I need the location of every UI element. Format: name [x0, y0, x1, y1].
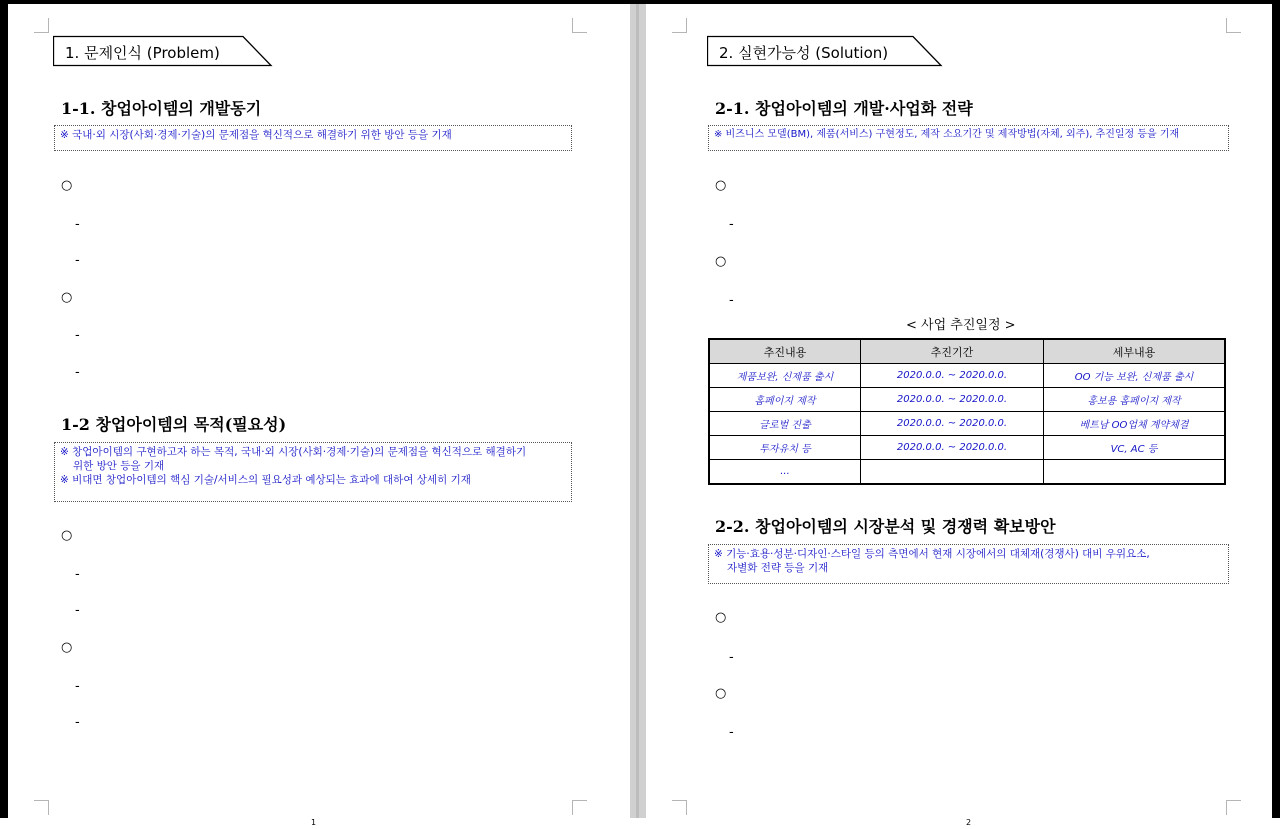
- crop-mark: [1226, 800, 1241, 815]
- table-cell[interactable]: 2020.0.0. ~ 2020.0.0.: [861, 436, 1044, 460]
- bullet-dash: -: [75, 679, 80, 694]
- bullet-circle: ○: [61, 290, 73, 305]
- table-row: [709, 436, 1225, 460]
- page-footer-bar: [0, 818, 1280, 829]
- table-cell[interactable]: ...: [709, 460, 861, 485]
- crop-mark: [672, 800, 687, 815]
- document-page-2[interactable]: [646, 4, 1272, 818]
- table-cell[interactable]: [1044, 460, 1226, 485]
- table-cell[interactable]: 2020.0.0. ~ 2020.0.0.: [861, 364, 1044, 388]
- table-cell[interactable]: 2020.0.0. ~ 2020.0.0.: [861, 412, 1044, 436]
- crop-mark: [572, 18, 587, 33]
- guide-note-2-1: [708, 125, 1229, 151]
- heading-1-2: 1-2 창업아이템의 목적(필요성): [61, 415, 287, 434]
- section-tab-label: 2. 실현가능성 (Solution): [719, 44, 889, 62]
- bullet-circle: ○: [61, 178, 73, 193]
- crop-mark: [34, 18, 49, 33]
- table-row: [709, 364, 1225, 388]
- note-line: 위한 방안 등을 기재: [73, 460, 165, 472]
- section-tab-problem: [53, 32, 273, 70]
- crop-mark: [34, 800, 49, 815]
- table-cell[interactable]: [861, 460, 1044, 485]
- note-line: 자별화 전략 등을 기재: [727, 562, 829, 574]
- bullet-dash: -: [729, 725, 734, 740]
- bullet-dash: -: [729, 293, 734, 308]
- guide-note-1-1: [54, 125, 572, 151]
- heading-1-1: 1-1. 창업아이템의 개발동기: [61, 99, 262, 118]
- note-line: ※ 창업아이템의 구현하고자 하는 목적, 국내·외 시장(사회·경제·기술)의 문제점을 혁신적으로 해결하기: [60, 446, 527, 458]
- table-cell[interactable]: 제품보완, 신제품 출시: [709, 364, 861, 388]
- section-tab-label: 1. 문제인식 (Problem): [65, 44, 220, 62]
- crop-mark: [672, 18, 687, 33]
- note-line: ※ 비즈니스 모델(BM), 제품(서비스) 구현정도, 제작 소요기간 및 제작방법(자체, 외주), 추진일정 등을 기재: [714, 129, 1180, 140]
- crop-mark: [572, 800, 587, 815]
- schedule-caption: < 사업 추진일정 >: [906, 318, 1016, 333]
- table-cell[interactable]: 2020.0.0. ~ 2020.0.0.: [861, 388, 1044, 412]
- table-row: [709, 460, 1225, 485]
- bullet-dash: -: [75, 217, 80, 232]
- bullet-dash: -: [75, 567, 80, 582]
- bullet-circle: ○: [61, 640, 73, 655]
- column-header: 추진내용: [709, 339, 861, 364]
- bullet-dash: -: [75, 603, 80, 618]
- section-tab-solution: [707, 32, 943, 70]
- heading-2-2: 2-2. 창업아이템의 시장분석 및 경쟁력 확보방안: [715, 517, 1056, 536]
- bullet-dash: -: [75, 253, 80, 268]
- bullet-dash: -: [729, 217, 734, 232]
- bullet-circle: ○: [715, 686, 727, 701]
- note-line: ※ 국내·외 시장(사회·경제·기술)의 문제점을 혁신적으로 해결하기 위한 방안 등을 기재: [60, 129, 452, 141]
- bullet-circle: ○: [715, 254, 727, 269]
- bullet-dash: -: [75, 365, 80, 380]
- table-cell[interactable]: OO 기능 보완, 신제품 출시: [1044, 364, 1226, 388]
- column-header: 추진기간: [861, 339, 1044, 364]
- bullet-circle: ○: [61, 528, 73, 543]
- note-line: ※ 기능·효용·성분·디자인·스타일 등의 측면에서 현재 시장에서의 대체재(경쟁사) 대비 우위요소,: [714, 548, 1150, 560]
- table-row: [709, 388, 1225, 412]
- table-header-row: [709, 339, 1225, 364]
- table-cell[interactable]: 글로벌 진출: [709, 412, 861, 436]
- heading-2-1: 2-1. 창업아이템의 개발·사업화 전략: [715, 99, 973, 118]
- table-cell[interactable]: 홈페이지 제작: [709, 388, 861, 412]
- bullet-circle: ○: [715, 178, 727, 193]
- table-cell[interactable]: 베트남 OO업체 계약체결: [1044, 412, 1226, 436]
- crop-mark: [1226, 18, 1241, 33]
- table-cell[interactable]: 투자유치 등: [709, 436, 861, 460]
- document-page-1[interactable]: [8, 4, 630, 818]
- schedule-table: [708, 338, 1226, 485]
- bullet-circle: ○: [715, 610, 727, 625]
- bullet-dash: -: [75, 328, 80, 343]
- table-row: [709, 412, 1225, 436]
- page-gutter: [630, 4, 646, 818]
- table-cell[interactable]: 홍보용 홈페이지 제작: [1044, 388, 1226, 412]
- column-header: 세부내용: [1044, 339, 1226, 364]
- bullet-dash: -: [729, 650, 734, 665]
- guide-note-2-2: [708, 544, 1229, 584]
- table-cell[interactable]: VC, AC 등: [1044, 436, 1226, 460]
- page-number-2: 2: [966, 818, 972, 827]
- guide-note-1-2: [54, 442, 572, 502]
- bullet-dash: -: [75, 715, 80, 730]
- note-line: ※ 비대면 창업아이템의 핵심 기술/서비스의 필요성과 예상되는 효과에 대하여 상세히 기재: [60, 474, 471, 486]
- page-number-1: 1: [311, 818, 317, 827]
